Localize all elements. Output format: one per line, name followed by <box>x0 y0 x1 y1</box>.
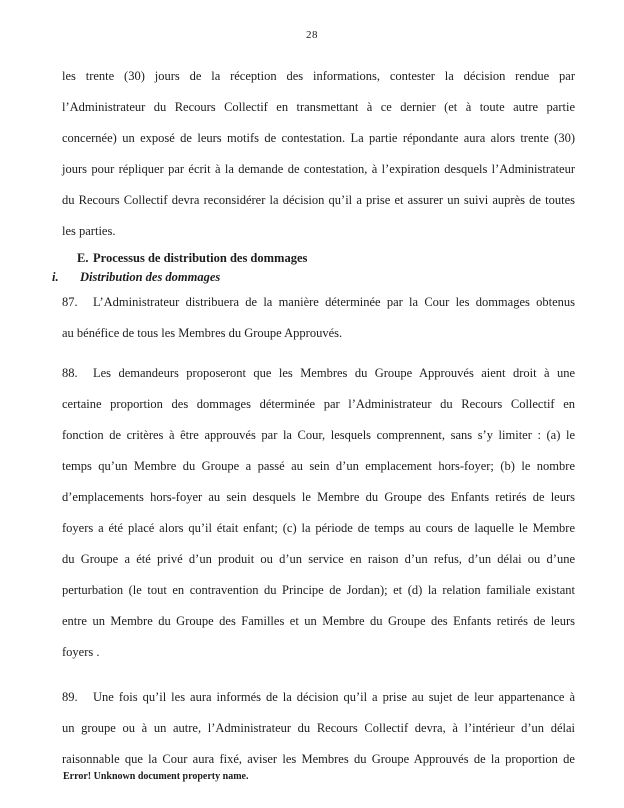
text-line <box>62 287 575 318</box>
text-line: certaine proportion des dommages déterminée par l’Administrateur du Recours Collectif en <box>62 397 575 411</box>
text-line: raisonnable que la Cour aura fixé, aviser les Membres du Groupe Approuvés de la proportion de <box>62 752 575 766</box>
paragraph-continuation <box>62 61 575 247</box>
text-line: l’Administrateur du Recours Collectif en transmettant à ce dernier (et à toute autre partie <box>62 100 575 114</box>
text-line: un groupe ou à un autre, l’Administrateur du Recours Collectif devra, à l’intérieur d’un délai <box>62 721 575 735</box>
text-line-content: L’Administrateur distribuera de la manière déterminée par la Cour les dommages obtenus <box>93 295 575 309</box>
paragraph-number: 88. <box>62 366 78 380</box>
section-heading-label: E. <box>77 251 89 265</box>
text-line: foyers . <box>62 645 100 659</box>
text-line: fonction de critères à être approuvés par la Cour, lesquels comprennent, sans s’y limiter : (a) le <box>62 428 575 442</box>
text-line: les parties. <box>62 224 116 238</box>
paragraph-89 <box>62 682 575 775</box>
text-line <box>62 358 575 389</box>
text-line: entre un Membre du Groupe des Familles et un Membre du Groupe des Enfants retirés de leurs <box>62 614 575 628</box>
page-number: 28 <box>306 29 318 41</box>
text-line: du Groupe a été privé d’un produit ou d’un service en raison d’un refus, d’un délai ou d’une <box>62 552 575 566</box>
section-heading <box>62 249 575 268</box>
subsection-heading-title: Distribution des dommages <box>80 270 221 284</box>
text-line: du Recours Collectif devra reconsidérer la décision qu’il a prise et assurer un suivi auprès de toutes <box>62 193 575 207</box>
text-line: au bénéfice de tous les Membres du Groupe Approuvés. <box>62 326 343 340</box>
text-line: les trente (30) jours de la réception des informations, contester la décision rendue par <box>62 69 575 83</box>
paragraph-88 <box>62 358 575 668</box>
text-line-content: Les demandeurs proposeront que les Membres du Groupe Approuvés aient droit à une <box>93 366 575 380</box>
page-body <box>52 61 575 775</box>
paragraph-number: 89. <box>62 690 78 704</box>
text-line: temps qu’un Membre du Groupe a passé au sein d’un emplacement hors-foyer; (b) le nombre <box>62 459 575 473</box>
subsection-heading-label: i. <box>52 270 59 284</box>
section-heading-title: Processus de distribution des dommages <box>93 251 308 265</box>
text-line: d’emplacements hors-foyer au sein desquels le Membre du Groupe des Enfants retirés de leurs <box>62 490 575 504</box>
subsection-heading <box>52 268 575 287</box>
text-line <box>62 682 575 713</box>
paragraph-87 <box>62 287 575 349</box>
text-line: perturbation (le tout en contravention du Principe de Jordan); et (d) la relation familiale existant <box>62 583 575 597</box>
text-line: jours pour répliquer par écrit à la demande de contestation, à l’expiration desquels l’Administrateur <box>62 162 575 176</box>
text-line: concernée) un exposé de leurs motifs de contestation. La partie répondante aura alors trente (30) <box>62 131 575 145</box>
footer-error-text: Error! Unknown document property name. <box>63 771 249 782</box>
text-line: foyers a été placé alors qu’il était enfant; (c) la période de temps au cours de laquelle le Membre <box>62 521 575 535</box>
paragraph-number: 87. <box>62 295 78 309</box>
text-line-content: Une fois qu’il les aura informés de la décision qu’il a prise au sujet de leur appartenance à <box>93 690 575 704</box>
